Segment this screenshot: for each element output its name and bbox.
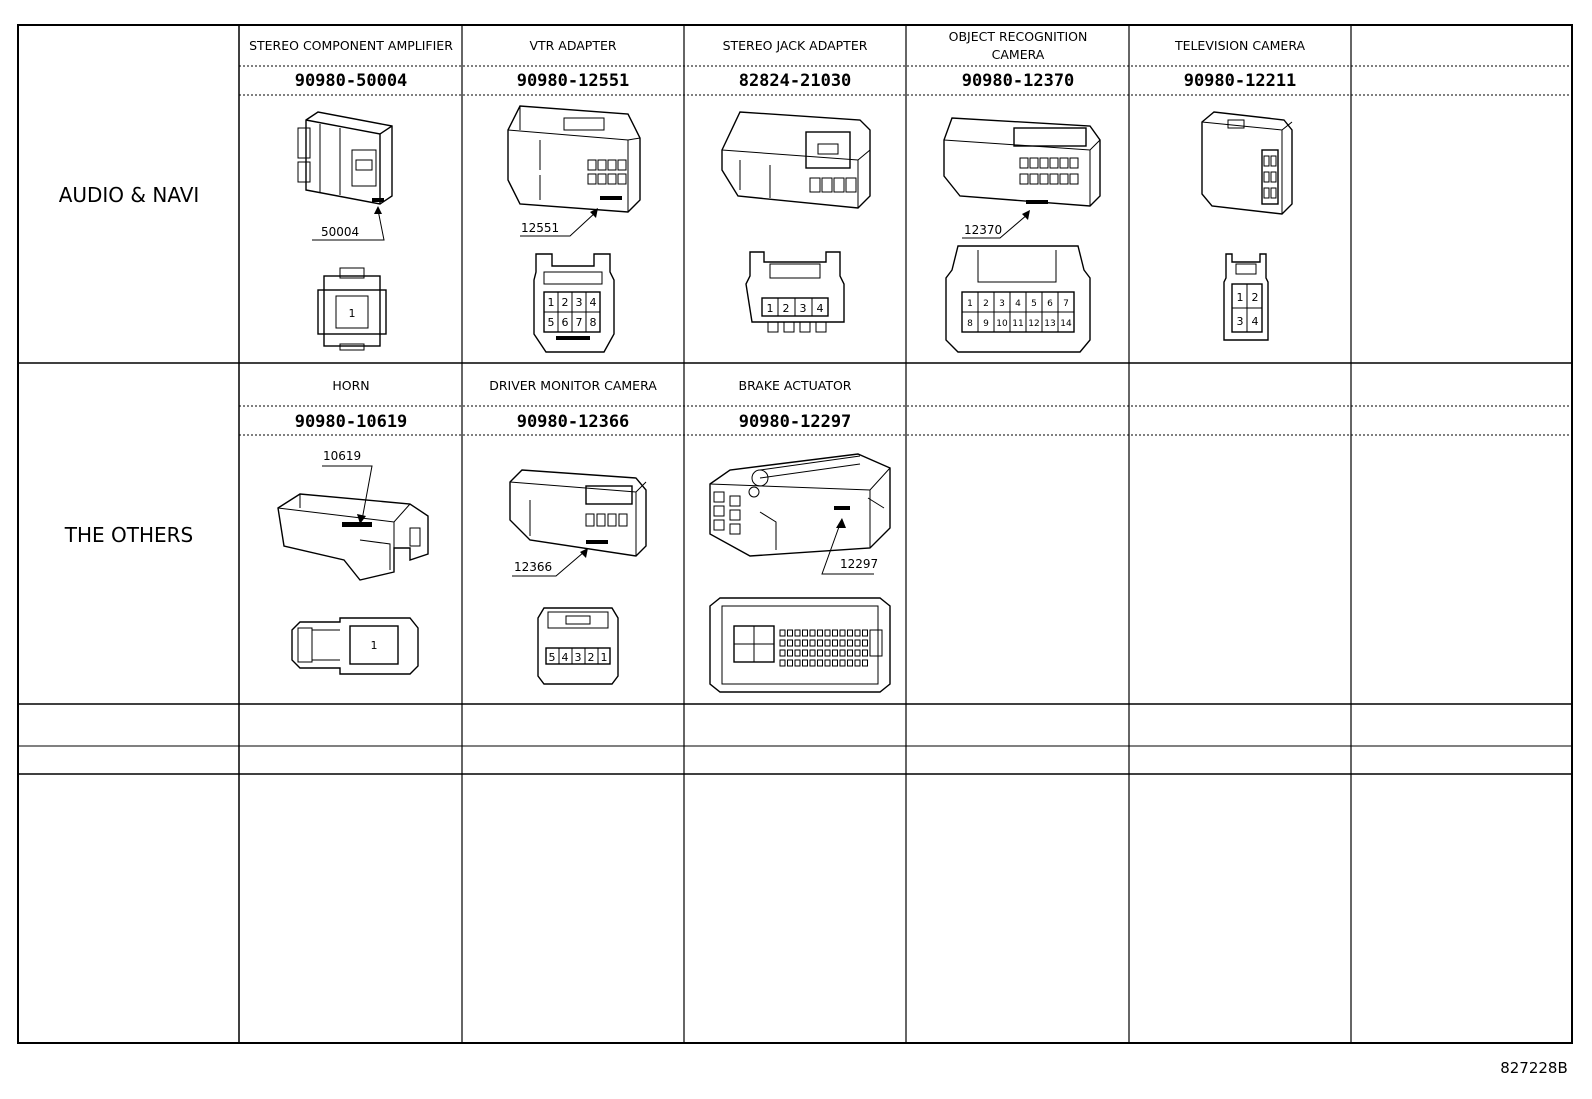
group-label-audio-navi: AUDIO & NAVI: [58, 183, 200, 207]
pin-cavity: [788, 660, 793, 666]
arrow-icon: [374, 206, 382, 214]
pin-cavity: [833, 660, 838, 666]
connector-name: STEREO JACK ADAPTER: [722, 38, 868, 53]
pin-label: 1: [600, 651, 608, 664]
pin-label: 7: [1063, 299, 1069, 309]
pin-cavity: [810, 630, 815, 636]
part-number: 90980-12370: [961, 71, 1075, 91]
pin-label: 1: [1236, 291, 1244, 304]
television-camera-face: [1224, 254, 1268, 340]
pin-cavity: [780, 640, 785, 646]
pin-cavity: [780, 660, 785, 666]
pin-cavity: [825, 630, 830, 636]
pin-cavity: [788, 640, 793, 646]
pin-label: 2: [983, 299, 989, 309]
part-number: 90980-12551: [516, 71, 630, 91]
table-grid: [18, 25, 1572, 1043]
pin-label: 4: [1251, 315, 1259, 328]
pin-label: 13: [1044, 319, 1056, 329]
driver-monitor-camera-iso-drawing: [510, 470, 646, 556]
connector-name: BRAKE ACTUATOR: [738, 378, 852, 393]
pin-cavity: [803, 640, 808, 646]
pin-label: 3: [799, 302, 807, 315]
pin-label: 5: [548, 651, 556, 664]
pin-cavity: [795, 660, 800, 666]
pin-label: 14: [1060, 319, 1072, 329]
pin-cavity: [795, 640, 800, 646]
connector-name: VTR ADAPTER: [529, 38, 617, 53]
vtr-adapter-face: [534, 254, 614, 352]
pin-label: 2: [561, 296, 569, 309]
pin-label: 2: [1251, 291, 1259, 304]
television-camera-iso-drawing: [1202, 112, 1292, 214]
pin-cavity: [840, 630, 845, 636]
brake-actuator-iso-drawing: [710, 454, 890, 556]
pin-cavity: [795, 650, 800, 656]
pin-cavity: [810, 650, 815, 656]
pin-cavity: [825, 640, 830, 646]
pin-cavity: [803, 630, 808, 636]
stereo-component-amplifier-iso-drawing: [298, 112, 392, 204]
connector-name: STEREO COMPONENT AMPLIFIER: [249, 38, 453, 53]
horn-iso-drawing: [278, 494, 428, 580]
callout-label: 12370: [964, 223, 1003, 237]
part-number: 90980-10619: [294, 412, 408, 432]
part-number: 90980-12366: [516, 412, 630, 432]
stereo-jack-adapter-iso-drawing: [722, 112, 870, 208]
pin-label: 12: [1028, 319, 1040, 329]
pin-cavity: [855, 650, 860, 656]
pin-cavity: [848, 660, 853, 666]
pin-cavity: [810, 640, 815, 646]
pin-label: 2: [587, 651, 595, 664]
callout-label: 12366: [514, 560, 553, 574]
pin-cavity: [863, 640, 868, 646]
pin-cavity: [855, 640, 860, 646]
connector-name: TELEVISION CAMERA: [1174, 38, 1306, 53]
vtr-adapter-iso-drawing: [508, 106, 640, 212]
pin-cavity: [855, 660, 860, 666]
pin-label: 5: [547, 316, 555, 329]
brake-actuator-face: [710, 598, 890, 692]
pin-label: 4: [816, 302, 824, 315]
pin-label: 10: [996, 319, 1008, 329]
pin-cavity: [840, 660, 845, 666]
callout-label: 10619: [323, 449, 362, 463]
callout-leader: [322, 466, 372, 520]
pin-cavity: [803, 660, 808, 666]
part-number: 90980-12211: [1183, 71, 1297, 91]
pin-cavity: [825, 660, 830, 666]
pin-cavity: [795, 630, 800, 636]
pin-label: 7: [575, 316, 583, 329]
connector-name: CAMERA: [991, 47, 1045, 62]
part-number: 82824-21030: [738, 71, 852, 91]
arrow-icon: [580, 548, 588, 558]
part-number: 90980-12297: [738, 412, 852, 432]
pin-cavity: [803, 650, 808, 656]
callout-label: 12551: [521, 221, 560, 235]
pin-cavity: [840, 650, 845, 656]
pin-label: 4: [589, 296, 597, 309]
object-recognition-camera-face: [946, 246, 1090, 352]
pin-label: 8: [967, 319, 973, 329]
horn-face: [292, 618, 418, 674]
pin-cavity: [818, 650, 823, 656]
pin-label: 1: [766, 302, 774, 315]
pin-label: 6: [1047, 299, 1053, 309]
pin-label: 4: [1015, 299, 1021, 309]
arrow-icon: [836, 518, 846, 528]
pin-label: 8: [589, 316, 597, 329]
pin-cavity: [863, 660, 868, 666]
callout-label: 50004: [321, 225, 360, 239]
pin-label: 9: [983, 319, 989, 329]
connector-name: HORN: [332, 378, 370, 393]
pin-cavity: [833, 640, 838, 646]
pin-cavity: [818, 660, 823, 666]
driver-monitor-camera-face: [538, 608, 618, 684]
pin-cavity: [833, 650, 838, 656]
pin-cavity: [788, 630, 793, 636]
pin-label: 2: [782, 302, 790, 315]
pin-cavity: [833, 630, 838, 636]
pin-label: 1: [547, 296, 555, 309]
pin-cavity: [810, 660, 815, 666]
pin-cavity: [848, 640, 853, 646]
pin-label: 3: [575, 296, 583, 309]
pin-cavity: [855, 630, 860, 636]
connector-name: DRIVER MONITOR CAMERA: [489, 378, 657, 393]
pin-cavity: [863, 650, 868, 656]
pin-label: 1: [370, 639, 378, 652]
pin-label: 5: [1031, 299, 1037, 309]
pin-cavity: [818, 630, 823, 636]
pin-label: 4: [561, 651, 569, 664]
stereo-component-amplifier-face: [318, 268, 386, 350]
group-label-the-others: THE OTHERS: [64, 523, 194, 547]
callout-label: 12297: [840, 557, 879, 571]
pin-label: 6: [561, 316, 569, 329]
pin-cavity: [818, 640, 823, 646]
stereo-jack-adapter-face: [746, 252, 844, 332]
pin-cavity: [780, 630, 785, 636]
pin-cavity: [788, 650, 793, 656]
pin-label: 3: [1236, 315, 1244, 328]
figure-id: 827228B: [1500, 1059, 1568, 1077]
pin-cavity: [825, 650, 830, 656]
pin-label: 1: [348, 307, 356, 320]
pin-cavity: [848, 650, 853, 656]
pin-label: 3: [999, 299, 1005, 309]
object-recognition-camera-iso-drawing: [944, 118, 1100, 206]
pin-label: 1: [967, 299, 973, 309]
pin-cavity: [848, 630, 853, 636]
pin-cavity: [780, 650, 785, 656]
pin-label: 3: [574, 651, 582, 664]
pin-cavity: [840, 640, 845, 646]
brake-actuator-pin-array: [780, 630, 868, 666]
connector-name: OBJECT RECOGNITION: [948, 29, 1088, 44]
pin-label: 11: [1012, 319, 1024, 329]
pin-cavity: [863, 630, 868, 636]
part-number: 90980-50004: [294, 71, 408, 91]
